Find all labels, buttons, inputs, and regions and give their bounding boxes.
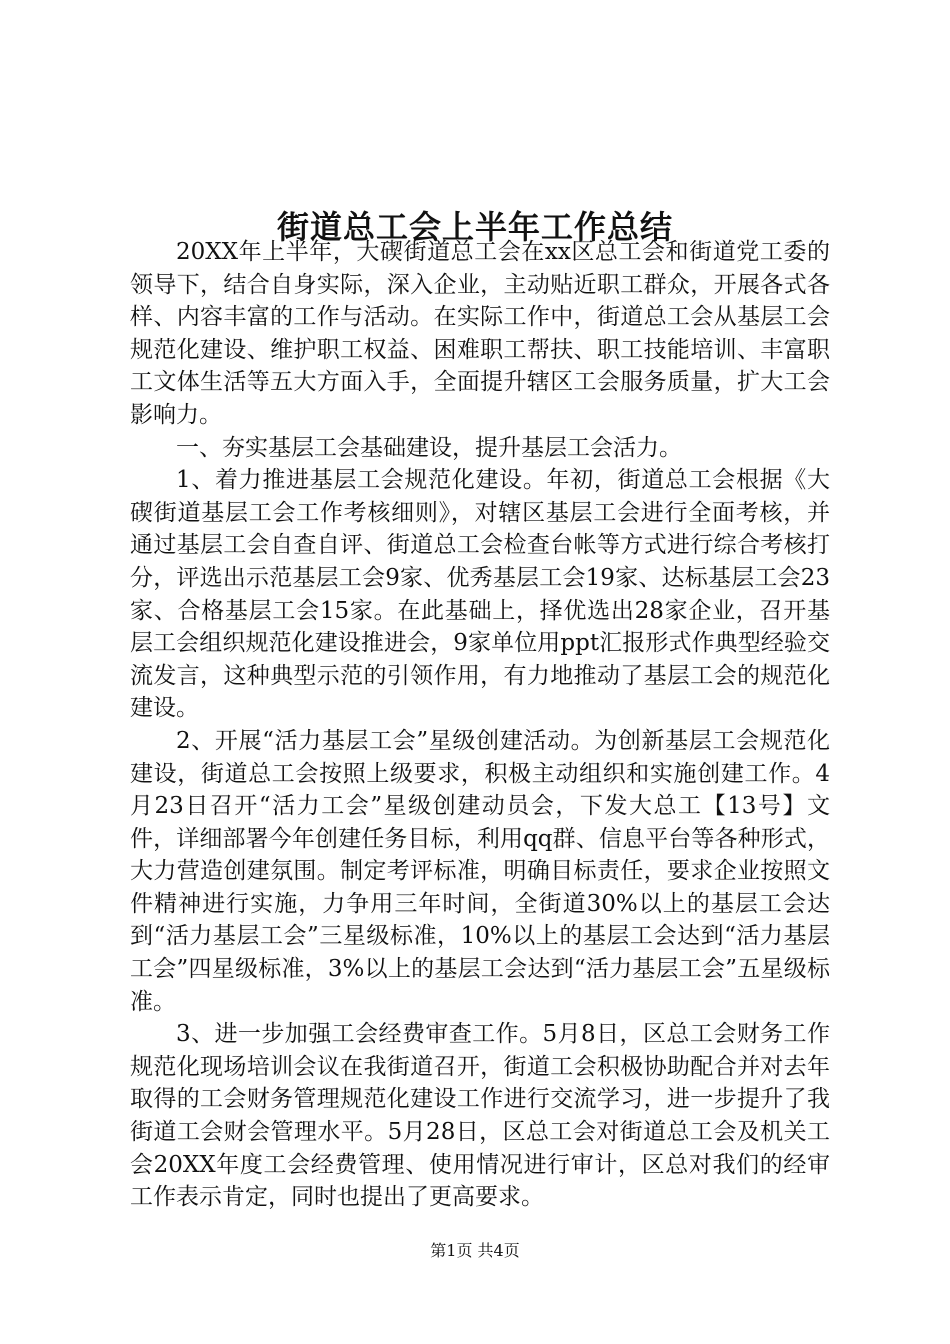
paragraph-item-1: 1、着力推进基层工会规范化建设。年初，街道总工会根据《大碶街道基层工会工作考核细则》，对辖区基层工会进行全面考核，并通过基层工会自查自评、街道总工会检查台帐等方式进行综合考核打分，评选出示范基层工会9家、优秀基层工会19家、达标基层工会23家、合格基层工会15家。在此基础上，择优选出28家企业，召开基层工会组织规范化建设推进会，9家单位用ppt汇报形式作典型经验交流发言，这种典型示范的引领作用，有力地推动了基层工会的规范化建设。 <box>130 467 830 722</box>
paragraph-item-3: 3、进一步加强工会经费审查工作。5月8日，区总工会财务工作规范化现场培训会议在我街道召开，街道工会积极协助配合并对去年取得的工会财务管理规范化建设工作进行交流学习，进一步提升了我街道工会财会管理水平。5月28日，区总工会对街道总工会及机关工会20XX年度工会经费管理、使用情况进行审计，区总对我们的经审工作表示肯定，同时也提出了更高要求。 <box>130 1021 830 1211</box>
paragraph-item-2: 2、开展“活力基层工会”星级创建活动。为创新基层工会规范化建设，街道总工会按照上级要求，积极主动组织和实施创建工作。4月23日召开“活力工会”星级创建动员会，下发大总工【13号】文件，详细部署今年创建任务目标，利用qq群、信息平台等各种形式，大力营造创建氛围。制定考评标准，明确目标责任，要求企业按照文件精神进行实施，力争用三年时间，全街道30%以上的基层工会达到“活力基层工会”三星级标准，10%以上的基层工会达到“活力基层工会”四星级标准，3%以上的基层工会达到“活力基层工会”五星级标准。 <box>130 727 830 1015</box>
paragraph-intro: 20XX年上半年，大碶街道总工会在xx区总工会和街道党工委的领导下，结合自身实际，深入企业，主动贴近职工群众，开展各式各样、内容丰富的工作与活动。在实际工作中，街道总工会从基层工会规范化建设、维护职工权益、困难职工帮扶、职工技能培训、丰富职工文体生活等五大方面入手，全面提升辖区工会服务质量，扩大工会影响力。 <box>130 239 830 428</box>
document-body <box>130 236 830 1214</box>
document-title: 街道总工会上半年工作总结 <box>276 208 673 247</box>
page-number-footer: 第1页 共4页 <box>430 1241 520 1260</box>
section-heading-1: 一、夯实基层工会基础建设，提升基层工会活力。 <box>176 434 682 461</box>
